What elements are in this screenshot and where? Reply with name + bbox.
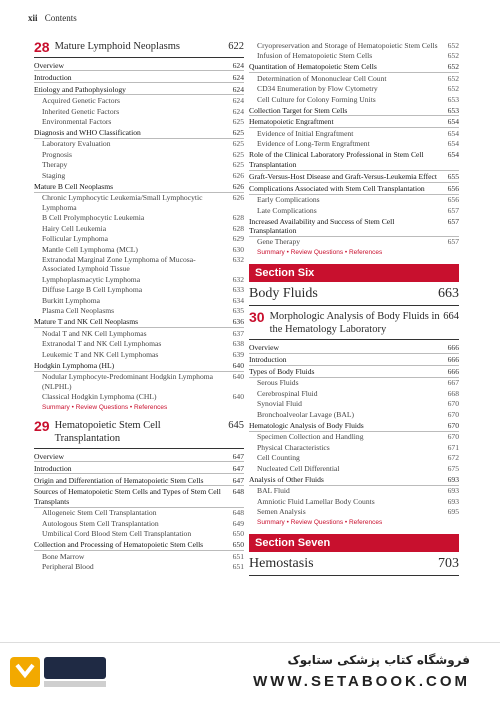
toc-entry[interactable] xyxy=(34,213,244,223)
toc-entry-page: 625 xyxy=(232,160,244,170)
toc-entry[interactable] xyxy=(249,171,459,182)
toc-entry[interactable] xyxy=(249,83,459,93)
chapter-number: 28 xyxy=(34,39,50,55)
toc-entry-page: 637 xyxy=(232,328,244,338)
toc-entry[interactable] xyxy=(34,328,244,338)
part-title: Body Fluids xyxy=(249,286,318,302)
toc-entry-title: Diffuse Large B Cell Lymphoma xyxy=(42,285,143,295)
toc-entry-page: 648 xyxy=(232,508,244,518)
toc-entry-title: Nucleated Cell Differential xyxy=(257,463,340,473)
toc-entry-title: BAL Fluid xyxy=(257,486,290,496)
section-seven-part[interactable] xyxy=(249,552,459,576)
toc-entry-page: 653 xyxy=(447,105,459,115)
right-column xyxy=(249,40,459,580)
toc-entry-page: 640 xyxy=(232,360,244,370)
toc-entry-title: Leukemic T and NK Cell Lymphomas xyxy=(42,349,159,359)
toc-entry-page: 639 xyxy=(232,349,244,359)
toc-entry-page: 625 xyxy=(232,139,244,149)
toc-entry-title: Graft-Versus-Host Disease and Graft-Versus-Leukemia Effect xyxy=(249,171,437,181)
toc-entry-page: 632 xyxy=(232,274,244,284)
toc-entry[interactable] xyxy=(34,244,244,254)
chapter-number: 30 xyxy=(249,309,265,326)
toc-entry-page: 655 xyxy=(447,171,459,181)
toc-entry-title: Overview xyxy=(34,60,64,70)
part-title: Hemostasis xyxy=(249,556,314,572)
chapter-30-entries xyxy=(249,342,459,517)
toc-entry-title: Nodal T and NK Cell Lymphomas xyxy=(42,328,147,338)
toc-entry-page: 652 xyxy=(447,84,459,94)
toc-entry[interactable] xyxy=(249,195,459,205)
toc-entry-title: Cryopreservation and Storage of Hematopoietic Stem Cells xyxy=(257,40,438,50)
toc-entry[interactable] xyxy=(34,181,244,192)
toc-entry-page: 651 xyxy=(232,551,244,561)
toc-entry-title: Mantle Cell Lymphoma (MCL) xyxy=(42,244,138,254)
toc-entry-title: Acquired Genetic Factors xyxy=(42,96,121,106)
publisher-banner[interactable] xyxy=(0,642,500,701)
toc-entry[interactable] xyxy=(249,150,459,171)
toc-entry-page: 649 xyxy=(232,518,244,528)
toc-entry-page: 647 xyxy=(232,475,244,485)
chapter-30-heading[interactable] xyxy=(249,310,459,340)
toc-entry[interactable] xyxy=(34,349,244,359)
setabook-logo xyxy=(10,651,110,693)
toc-entry[interactable] xyxy=(34,317,244,328)
toc-entry[interactable] xyxy=(249,432,459,442)
part-page: 663 xyxy=(438,286,459,302)
toc-entry[interactable] xyxy=(249,496,459,506)
toc-entry[interactable] xyxy=(249,453,459,463)
toc-entry[interactable] xyxy=(34,149,244,159)
toc-entry-title: Nodular Lymphocyte-Predominant Hodgkin Lymphoma (NLPHL) xyxy=(42,372,214,391)
toc-entry[interactable] xyxy=(34,306,244,316)
toc-entry[interactable] xyxy=(249,40,459,50)
toc-entry-page: 675 xyxy=(447,463,459,473)
toc-entry-page: 672 xyxy=(447,453,459,463)
toc-entry-title: Hematologic Analysis of Body Fluids xyxy=(249,420,364,430)
toc-entry-title: Diagnosis and WHO Classification xyxy=(34,128,141,137)
toc-entry-title: Laboratory Evaluation xyxy=(42,139,111,149)
toc-entry-page: 693 xyxy=(447,474,459,484)
chapter-title: Hematopoietic Stem Cell Transplantation xyxy=(54,419,161,444)
chapter-29-entries-cont xyxy=(249,40,459,247)
toc-entry-title: Extranodal T and NK Cell Lymphomas xyxy=(42,339,162,349)
toc-entry-title: Early Complications xyxy=(257,195,320,205)
toc-entry[interactable] xyxy=(34,451,244,462)
banner-persian-text: فروشگاه کتاب پزشکی ستابوک xyxy=(287,653,470,667)
toc-entry[interactable] xyxy=(34,160,244,170)
toc-entry[interactable] xyxy=(249,342,459,353)
toc-entry[interactable] xyxy=(34,360,244,371)
toc-entry[interactable] xyxy=(249,486,459,496)
toc-entry-title: Synovial Fluid xyxy=(257,399,302,409)
toc-entry[interactable] xyxy=(249,507,459,517)
toc-entry-page: 671 xyxy=(447,442,459,452)
toc-entry[interactable] xyxy=(249,442,459,452)
chapter-29-summary[interactable]: Summary • Review Questions • References xyxy=(257,249,383,257)
toc-entry[interactable] xyxy=(34,234,244,244)
toc-entry-title: Overview xyxy=(34,451,64,461)
toc-entry-title: Serous Fluids xyxy=(257,378,299,388)
toc-entry-title: Increased Availability and Success of Stem Cell Transplantation xyxy=(249,216,395,235)
toc-entry[interactable] xyxy=(34,372,244,392)
toc-entry[interactable] xyxy=(249,463,459,473)
toc-entry-title: Role of the Clinical Laboratory Professional in Stem Cell Transplantation xyxy=(249,150,424,169)
toc-entry-page: 653 xyxy=(447,94,459,104)
toc-entry[interactable] xyxy=(34,116,244,126)
section-six-part[interactable] xyxy=(249,282,459,306)
toc-entry-title: Staging xyxy=(42,170,66,180)
chapter-page: 622 xyxy=(228,41,244,52)
toc-entry-title: Sources of Hematopoietic Stem Cells and Types of Stem Cell Transplants xyxy=(34,487,221,506)
banner-website[interactable]: WWW.SETABOOK.COM xyxy=(253,673,470,690)
toc-entry-page: 656 xyxy=(447,183,459,193)
toc-entry-page: 630 xyxy=(232,244,244,254)
toc-entry-page: 652 xyxy=(447,73,459,83)
toc-entry-page: 626 xyxy=(232,193,244,203)
toc-entry-title: Peripheral Blood xyxy=(42,562,94,572)
chapter-title: Morphologic Analysis of Body Fluids in the Hematology Laboratory xyxy=(269,311,440,336)
toc-entry[interactable] xyxy=(34,139,244,149)
chapter-29-heading[interactable] xyxy=(34,419,244,449)
toc-entry-page: 624 xyxy=(232,106,244,116)
toc-entry-page: 670 xyxy=(447,399,459,409)
toc-entry[interactable] xyxy=(249,61,459,72)
left-column xyxy=(34,40,244,572)
toc-entry-title: Infusion of Hematopoietic Stem Cells xyxy=(257,51,373,61)
toc-entry-title: Lymphoplasmacytic Lymphoma xyxy=(42,274,141,284)
toc-entry-page: 636 xyxy=(232,317,244,327)
toc-entry-title: B Cell Prolymphocytic Leukemia xyxy=(42,213,145,223)
toc-entry-page: 654 xyxy=(447,150,459,160)
chapter-28-summary[interactable]: Summary • Review Questions • References xyxy=(42,403,168,411)
toc-entry-title: Cerebrospinal Fluid xyxy=(257,388,318,398)
toc-entry[interactable] xyxy=(249,128,459,138)
toc-entry-title: Chronic Lymphocytic Leukemia/Small Lymphocytic Lymphoma xyxy=(42,193,203,212)
toc-entry[interactable] xyxy=(34,551,244,561)
toc-entry-title: Types of Body Fluids xyxy=(249,366,315,376)
toc-entry-page: 652 xyxy=(447,40,459,50)
toc-entry-title: Gene Therapy xyxy=(257,237,301,247)
toc-entry-title: Plasma Cell Neoplasms xyxy=(42,306,115,316)
toc-entry-page: 670 xyxy=(447,409,459,419)
toc-entry[interactable] xyxy=(34,487,244,508)
toc-entry-page: 670 xyxy=(447,420,459,430)
toc-entry-title: Physical Characteristics xyxy=(257,442,330,452)
toc-entry[interactable] xyxy=(34,540,244,551)
toc-entry-title: Etiology and Pathophysiology xyxy=(34,84,126,94)
toc-entry-page: 668 xyxy=(447,388,459,398)
toc-entry-page: 648 xyxy=(232,487,244,497)
toc-entry-title: Late Complications xyxy=(257,205,317,215)
toc-entry-title: Hairy Cell Leukemia xyxy=(42,223,107,233)
page-number: xii xyxy=(28,13,38,23)
toc-entry-title: Follicular Lymphoma xyxy=(42,234,109,244)
toc-entry-page: 650 xyxy=(232,529,244,539)
section-six-label: Section Six xyxy=(249,264,459,282)
toc-entry-page: 654 xyxy=(447,117,459,127)
toc-entry-title: Overview xyxy=(249,342,279,352)
toc-entry[interactable] xyxy=(249,366,459,377)
toc-entry-title: Hematopoietic Engraftment xyxy=(249,117,334,127)
toc-entry-page: 633 xyxy=(232,285,244,295)
toc-entry-title: Bronchoalveolar Lavage (BAL) xyxy=(257,409,354,419)
toc-entry-page: 666 xyxy=(447,354,459,364)
toc-entry-title: CD34 Enumeration by Flow Cytometry xyxy=(257,84,378,94)
toc-entry[interactable] xyxy=(249,216,459,237)
toc-entry-page: 654 xyxy=(447,128,459,138)
toc-entry-page: 626 xyxy=(232,181,244,191)
toc-entry[interactable] xyxy=(249,388,459,398)
toc-entry-title: Umbilical Cord Blood Stem Cell Transplantation xyxy=(42,529,192,539)
toc-entry[interactable] xyxy=(34,60,244,71)
toc-entry-page: 635 xyxy=(232,306,244,316)
toc-entry[interactable] xyxy=(249,474,459,485)
toc-entry-title: Prognosis xyxy=(42,149,72,159)
toc-entry-page: 651 xyxy=(232,562,244,572)
toc-entry-title: Environmental Factors xyxy=(42,117,112,127)
toc-entry-page: 647 xyxy=(232,463,244,473)
toc-entry[interactable] xyxy=(249,420,459,431)
toc-entry-title: Semen Analysis xyxy=(257,507,306,517)
toc-entry-title: Inherited Genetic Factors xyxy=(42,106,120,116)
toc-entry[interactable] xyxy=(249,183,459,194)
toc-entry-page: 666 xyxy=(447,366,459,376)
toc-entry-page: 670 xyxy=(447,432,459,442)
toc-entry-page: 625 xyxy=(232,149,244,159)
toc-entry-page: 624 xyxy=(232,60,244,70)
toc-entry-page: 657 xyxy=(447,237,459,247)
toc-entry-page: 634 xyxy=(232,295,244,305)
toc-entry[interactable] xyxy=(249,378,459,388)
toc-entry-title: Extranodal Marginal Zone Lymphoma of Mucosa-Associated Lymphoid Tissue xyxy=(42,255,196,274)
toc-entry[interactable] xyxy=(34,84,244,95)
toc-entry[interactable] xyxy=(34,106,244,116)
toc-entry-page: 629 xyxy=(232,234,244,244)
toc-entry-title: Introduction xyxy=(34,463,72,473)
toc-entry-page: 657 xyxy=(447,205,459,215)
toc-entry-page: 625 xyxy=(232,117,244,127)
header-title: Contents xyxy=(44,13,77,23)
toc-entry[interactable] xyxy=(34,127,244,138)
toc-entry[interactable] xyxy=(34,518,244,528)
toc-entry-page: 624 xyxy=(232,96,244,106)
toc-entry[interactable] xyxy=(249,73,459,83)
toc-entry-title: Hodgkin Lymphoma (HL) xyxy=(34,360,115,370)
toc-entry-title: Mature T and NK Cell Neoplasms xyxy=(34,317,139,327)
toc-entry-title: Analysis of Other Fluids xyxy=(249,474,324,484)
chapter-30-summary[interactable]: Summary • Review Questions • References xyxy=(257,519,383,527)
toc-entry[interactable] xyxy=(249,237,459,247)
toc-entry[interactable] xyxy=(34,193,244,213)
chapter-page: 645 xyxy=(228,419,244,431)
chapter-29-entries xyxy=(34,451,244,572)
toc-entry-page: 628 xyxy=(232,223,244,233)
toc-entry-title: Collection Target for Stem Cells xyxy=(249,105,348,115)
toc-entry[interactable] xyxy=(249,409,459,419)
toc-entry-page: 667 xyxy=(447,378,459,388)
toc-entry[interactable] xyxy=(34,463,244,474)
toc-entry[interactable] xyxy=(249,139,459,149)
toc-entry-title: Burkitt Lymphoma xyxy=(42,295,101,305)
toc-entry-page: 657 xyxy=(447,216,459,226)
toc-entry-title: Allogeneic Stem Cell Transplantation xyxy=(42,508,157,518)
toc-entry[interactable] xyxy=(34,72,244,83)
toc-entry-title: Introduction xyxy=(249,354,287,364)
toc-entry-page: 640 xyxy=(232,372,244,382)
toc-entry[interactable] xyxy=(249,354,459,365)
toc-entry[interactable] xyxy=(34,391,244,401)
toc-entry-title: Amniotic Fluid Lamellar Body Counts xyxy=(257,496,375,506)
chapter-28-heading[interactable] xyxy=(34,40,244,58)
page-header xyxy=(28,13,77,23)
toc-entry-title: Evidence of Initial Engraftment xyxy=(257,128,354,138)
toc-entry[interactable] xyxy=(249,205,459,215)
toc-entry[interactable] xyxy=(34,475,244,486)
chapter-title: Mature Lymphoid Neoplasms xyxy=(54,41,180,52)
toc-entry[interactable] xyxy=(249,94,459,104)
toc-entry-title: Cell Counting xyxy=(257,453,300,463)
chapter-28-entries xyxy=(34,60,244,402)
toc-entry[interactable] xyxy=(249,50,459,60)
toc-entry[interactable] xyxy=(34,285,244,295)
toc-entry[interactable] xyxy=(34,255,244,275)
toc-entry-page: 693 xyxy=(447,496,459,506)
part-page: 703 xyxy=(438,556,459,572)
toc-entry[interactable] xyxy=(34,295,244,305)
toc-entry-title: Classical Hodgkin Lymphoma (CHL) xyxy=(42,392,157,402)
toc-entry-page: 652 xyxy=(447,51,459,61)
toc-entry[interactable] xyxy=(249,399,459,409)
toc-entry-page: 656 xyxy=(447,195,459,205)
toc-entry-page: 693 xyxy=(447,486,459,496)
toc-entry-page: 628 xyxy=(232,213,244,223)
toc-entry-title: Complications Associated with Stem Cell Transplantation xyxy=(249,183,425,193)
chapter-number: 29 xyxy=(34,417,50,434)
toc-entry-title: Specimen Collection and Handling xyxy=(257,432,364,442)
toc-entry-title: Evidence of Long-Term Engraftment xyxy=(257,139,370,149)
toc-entry-page: 624 xyxy=(232,72,244,82)
toc-entry-title: Collection and Processing of Hematopoietic Stem Cells xyxy=(34,540,204,550)
toc-entry-page: 654 xyxy=(447,139,459,149)
toc-entry-title: Bone Marrow xyxy=(42,551,85,561)
toc-entry-title: Autologous Stem Cell Transplantation xyxy=(42,518,159,528)
toc-entry[interactable] xyxy=(34,223,244,233)
toc-entry[interactable] xyxy=(249,105,459,116)
toc-entry-page: 695 xyxy=(447,507,459,517)
toc-entry[interactable] xyxy=(34,95,244,105)
toc-entry-title: Introduction xyxy=(34,72,72,82)
toc-entry-title: Mature B Cell Neoplasms xyxy=(34,181,114,191)
toc-entry[interactable] xyxy=(34,529,244,539)
toc-entry[interactable] xyxy=(249,117,459,128)
toc-entry-page: 650 xyxy=(232,540,244,550)
chapter-page: 664 xyxy=(443,311,459,323)
toc-entry-title: Cell Culture for Colony Forming Units xyxy=(257,94,376,104)
toc-entry-page: 652 xyxy=(447,62,459,72)
toc-entry-page: 666 xyxy=(447,342,459,352)
toc-entry-title: Determination of Mononuclear Cell Count xyxy=(257,73,387,83)
toc-entry[interactable] xyxy=(34,508,244,518)
toc-entry[interactable] xyxy=(34,170,244,180)
toc-entry-page: 624 xyxy=(232,84,244,94)
toc-entry[interactable] xyxy=(34,274,244,284)
toc-entry-page: 647 xyxy=(232,451,244,461)
toc-entry-page: 625 xyxy=(232,128,244,137)
toc-entry-title: Therapy xyxy=(42,160,68,170)
toc-entry-title: Quantitation of Hematopoietic Stem Cells xyxy=(249,62,377,72)
toc-entry[interactable] xyxy=(34,339,244,349)
toc-entry-page: 626 xyxy=(232,170,244,180)
toc-entry[interactable] xyxy=(34,562,244,572)
toc-entry-page: 632 xyxy=(232,255,244,265)
toc-entry-page: 640 xyxy=(232,392,244,402)
toc-entry-title: Origin and Differentiation of Hematopoietic Stem Cells xyxy=(34,475,204,485)
section-seven-label: Section Seven xyxy=(249,534,459,552)
toc-entry-page: 638 xyxy=(232,339,244,349)
